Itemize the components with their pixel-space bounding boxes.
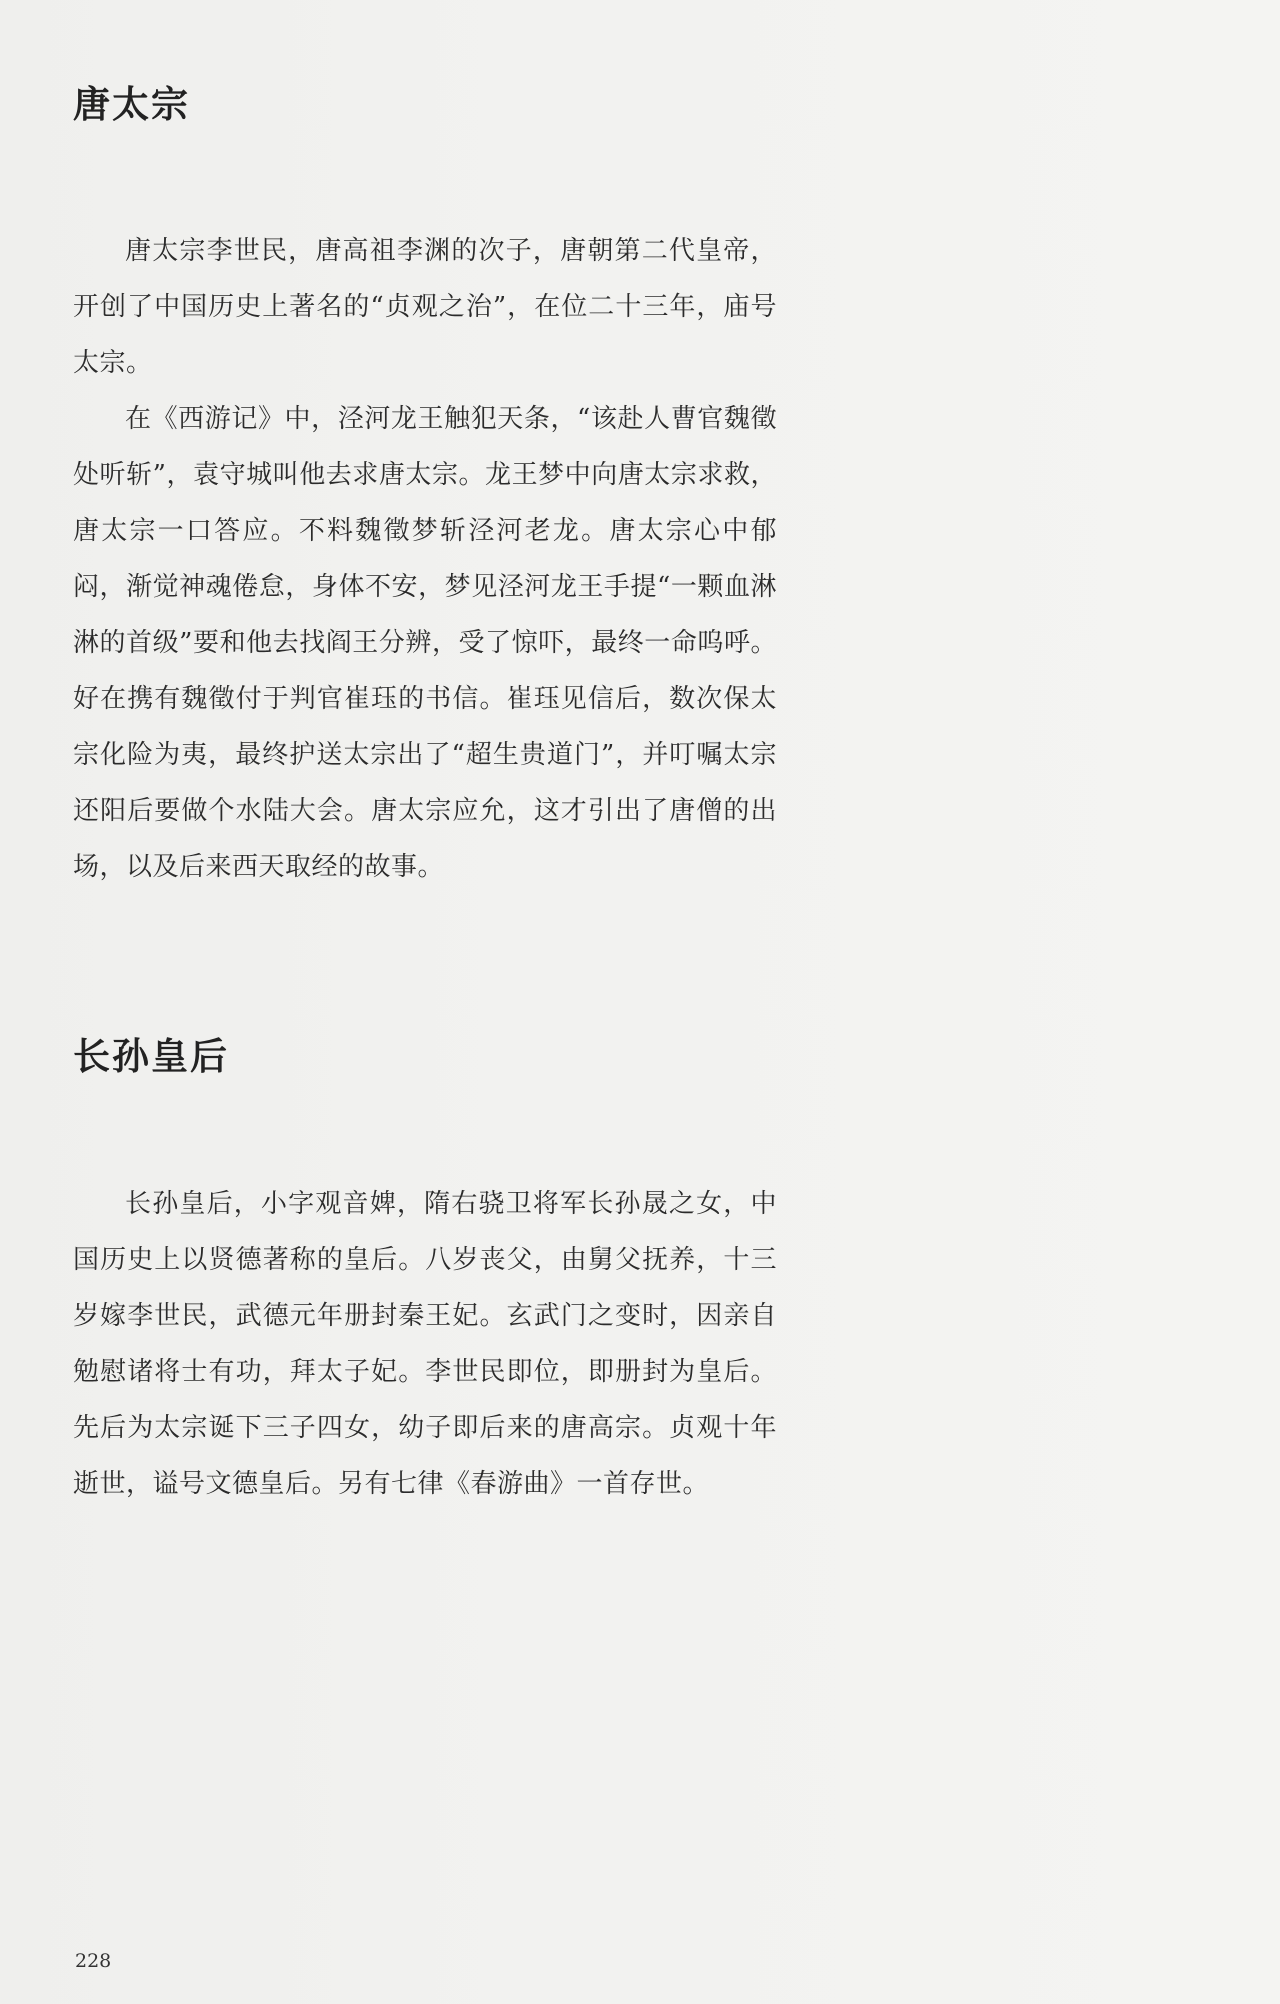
paragraph: 唐太宗李世民，唐高祖李渊的次子，唐朝第二代皇帝，开创了中国历史上著名的“贞观之治”，在位二十三年，庙号太宗。 xyxy=(73,236,777,378)
section-empress-zhangsun xyxy=(73,1034,777,1512)
section-body xyxy=(73,1176,777,1512)
page-number: 228 xyxy=(75,1950,112,1972)
paragraph: 在《西游记》中，泾河龙王触犯天条，“该赴人曹官魏徵处听斩”，袁守城叫他去求唐太宗。龙王梦中向唐太宗求救，唐太宗一口答应。不料魏徵梦斩泾河老龙。唐太宗心中郁闷，渐觉神魂倦怠，身体不安，梦见泾河龙王手提“一颗血淋淋的首级”要和他去找阎王分辨，受了惊吓，最终一命呜呼。好在携有魏徵付于判官崔珏的书信。崔珏见信后，数次保太宗化险为夷，最终护送太宗出了“超生贵道门”，并叮嘱太宗还阳后要做个水陆大会。唐太宗应允，这才引出了唐僧的出场，以及后来西天取经的故事。 xyxy=(73,404,777,882)
section-tang-taizong xyxy=(73,82,777,895)
paragraph: 长孙皇后，小字观音婢，隋右骁卫将军长孙晟之女，中国历史上以贤德著称的皇后。八岁丧父，由舅父抚养，十三岁嫁李世民，武德元年册封秦王妃。玄武门之变时，因亲自勉慰诸将士有功，拜太子妃。李世民即位，即册封为皇后。先后为太宗诞下三子四女，幼子即后来的唐高宗。贞观十年逝世，谥号文德皇后。另有七律《春游曲》一首存世。 xyxy=(73,1189,777,1499)
section-title: 唐太宗 xyxy=(73,82,190,126)
section-body xyxy=(73,223,777,895)
section-title: 长孙皇后 xyxy=(73,1034,229,1078)
